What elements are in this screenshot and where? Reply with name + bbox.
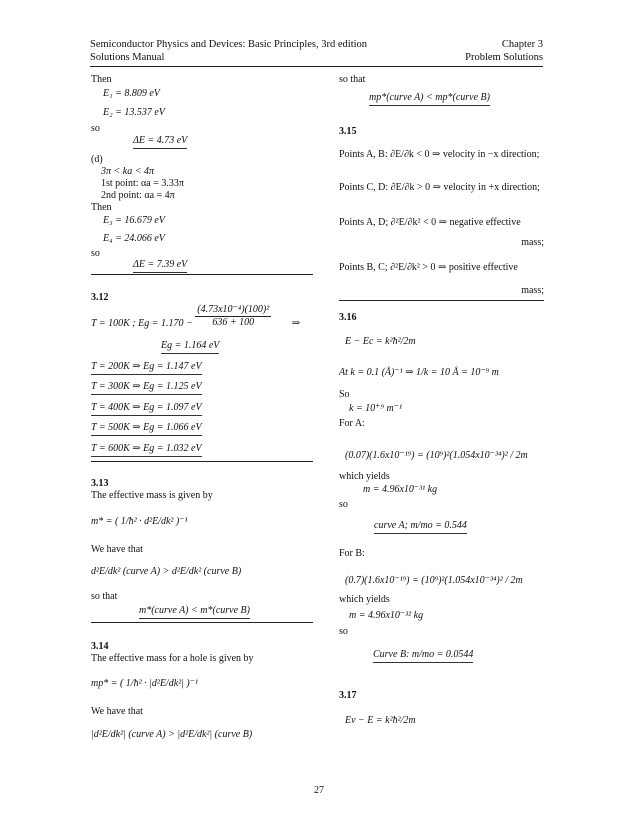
text-for-b: For B: (339, 548, 365, 559)
section-divider (91, 622, 313, 623)
text-for-a: For A: (339, 418, 365, 429)
eq-e-minus-ec: E − Ec = k²ħ²/2m (345, 336, 416, 347)
section-3-12: 3.12 (91, 292, 109, 303)
eq-delta-e1: ΔE = 4.73 eV (133, 135, 187, 149)
page-number: 27 (314, 785, 324, 796)
chapter-label: Chapter 3 (501, 39, 543, 50)
points-bc: Points B, C; ∂²E/∂k² > 0 ⇒ positive effective (339, 262, 518, 273)
book-title: Semiconductor Physics and Devices: Basic Principles, 3rd edition (90, 39, 368, 50)
section-divider (91, 274, 313, 275)
eq-for-b: (0.7)(1.6x10⁻¹⁹) = (10⁹)²(1.054x10⁻³⁴)² / 2m (345, 575, 523, 586)
points-cd: Points C, D: ∂E/∂k > 0 ⇒ velocity in +x direction; (339, 182, 540, 193)
eq-t100-numerator: (4.73x10⁻⁴)(100)² (197, 304, 270, 316)
first-point: 1st point: αa = 3.33π (101, 178, 184, 189)
part-d-label: (d) (91, 154, 103, 165)
eq-t100-lhs: T = 100K ; Eg = 1.170 − (91, 318, 193, 329)
section-3-15: 3.15 (339, 126, 357, 137)
eq-delta-e2: ΔE = 7.39 eV (133, 259, 187, 273)
eq-t100-denominator: 636 + 100 (212, 317, 255, 329)
eq-k-value: k = 10⁺⁹ m⁻¹ (349, 403, 402, 414)
eq-t600: T = 600K ⇒ Eg = 1.032 eV (91, 443, 202, 457)
eq-mpstar: mp* = ( 1/ħ² · |d²E/dk²| )⁻¹ (91, 678, 199, 689)
eq-mass-ineq-2: mp*(curve A) < mp*(curve B) (369, 92, 490, 106)
eq-t100-result: Eg = 1.164 eV (161, 340, 219, 354)
text-effective-mass: The effective mass is given by (91, 490, 213, 501)
eq-mass-ineq: m*(curve A) < m*(curve B) (139, 605, 250, 619)
points-ad: Points A, D; ∂²E/∂k² < 0 ⇒ negative effective (339, 217, 521, 228)
section-3-16: 3.16 (339, 312, 357, 323)
eq-mstar: m* = ( 1/ħ² · d²E/dk² )⁻¹ (91, 516, 188, 527)
text-which-yields-2: which yields (339, 594, 390, 605)
section-label: Problem Solutions (465, 52, 543, 63)
eq-t100-fraction (195, 304, 271, 329)
eq-t400: T = 400K ⇒ Eg = 1.097 eV (91, 402, 202, 416)
section-divider (91, 461, 313, 462)
text-so-that-2: so that (339, 74, 366, 85)
eq-e1: E₁ = 8.809 eV (103, 88, 160, 99)
eq-t300: T = 300K ⇒ Eg = 1.125 eV (91, 381, 202, 395)
eq-3-17: Eν − E = k²ħ²/2m (345, 715, 416, 726)
text-hole-mass: The effective mass for a hole is given by (91, 653, 254, 664)
text-so-5: so (339, 626, 348, 637)
points-ad-mass: mass; (521, 237, 544, 248)
text-we-have-2: We have that (91, 706, 143, 717)
eq-curve-ineq-2: |d²E/dk²| (curve A) > |d²E/dk²| (curve B) (91, 729, 253, 740)
points-bc-mass: mass; (521, 285, 544, 296)
text-so-4: so (339, 499, 348, 510)
eq-m-b: m = 4.96x10⁻³² kg (349, 610, 424, 621)
text-so-3: So (339, 389, 350, 400)
section-3-13: 3.13 (91, 478, 109, 489)
eq-curve-a-result: curve A; m/mo = 0.544 (374, 520, 467, 534)
eq-e4: E₄ = 24.066 eV (103, 233, 165, 244)
section-3-17: 3.17 (339, 690, 357, 701)
eq-t100 (91, 304, 301, 330)
section-3-14: 3.14 (91, 641, 109, 652)
text-we-have: We have that (91, 544, 143, 555)
text-which-yields: which yields (339, 471, 390, 482)
points-ab: Points A, B: ∂E/∂k < 0 ⇒ velocity in −x direction; (339, 149, 540, 160)
eq-curve-b-result: Curve B: m/mo = 0.0544 (373, 649, 473, 663)
eq-t200: T = 200K ⇒ Eg = 1.147 eV (91, 361, 202, 375)
eq-e2: E₂ = 13.537 eV (103, 107, 165, 118)
manual-label: Solutions Manual (90, 52, 165, 63)
text-then-2: Then (91, 202, 112, 213)
text-then: Then (91, 74, 112, 85)
eq-t500: T = 500K ⇒ Eg = 1.066 eV (91, 422, 202, 436)
header-rule (90, 66, 543, 67)
eq-e3: E₃ = 16.679 eV (103, 215, 165, 226)
eq-at-k: At k = 0.1 (Å)⁻¹ ⇒ 1/k = 10 Å = 10⁻⁹ m (339, 367, 499, 378)
text-so-2: so (91, 248, 100, 259)
text-so-that: so that (91, 591, 118, 602)
section-divider (339, 300, 544, 301)
eq-curve-ineq: d²E/dk² (curve A) > d²E/dk² (curve B) (91, 566, 242, 577)
eq-for-a: (0.07)(1.6x10⁻¹⁹) = (10⁹)²(1.054x10⁻³⁴)² / 2m (345, 450, 528, 461)
eq-m-a: m = 4.96x10⁻³¹ kg (363, 484, 438, 495)
ka-range: 3π < ka < 4π (101, 166, 154, 177)
text-so: so (91, 123, 100, 134)
second-point: 2nd point: αa = 4π (101, 190, 175, 201)
eq-t100-arrow: ⇒ (291, 318, 301, 329)
